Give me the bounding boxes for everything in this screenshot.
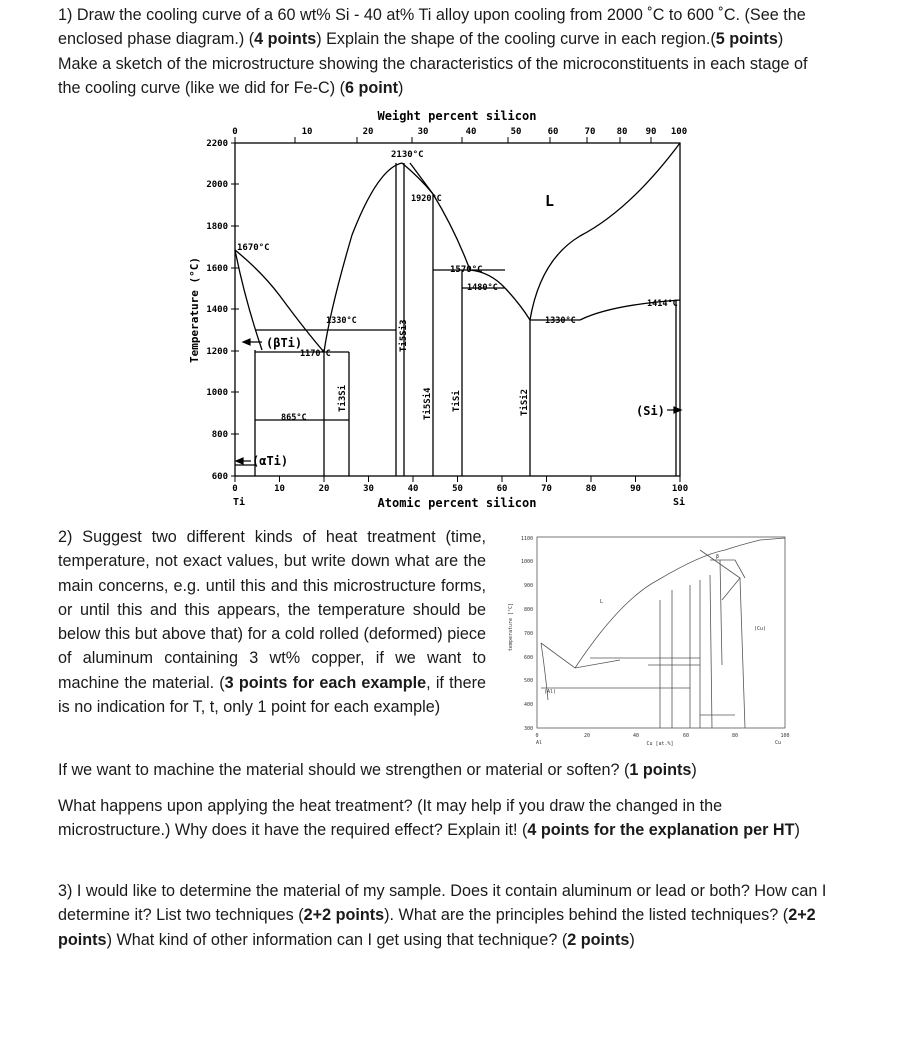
y-tick: 1600 — [206, 264, 228, 274]
bottom-tick: 50 — [452, 484, 463, 494]
label-alpha-ti: (αTi) — [252, 454, 289, 468]
x-tick-2: 100 — [780, 733, 790, 739]
question-2-soften-text: If we want to machine the material should we strengthen or material or soften? (1 points) — [58, 761, 697, 779]
bottom-tick: 100 — [671, 484, 689, 494]
label-1330-right: 1330°C — [545, 316, 576, 326]
label-beta-2: β — [716, 554, 720, 560]
y-axis-title-2: temperature [°C] — [508, 602, 514, 652]
top-tick: 70 — [584, 127, 596, 137]
y-tick-2: 1100 — [520, 536, 533, 542]
top-tick: 10 — [301, 127, 313, 137]
y-tick-2: 700 — [523, 631, 533, 637]
label-1414: 1414°C — [647, 299, 678, 309]
y-tick: 1200 — [206, 347, 228, 357]
question-3-text: 3) I would like to determine the material of my sample. Does it contain aluminum or lead or both? How can I determine it? List two techniques (2+2 points). What are the principles behind the listed techniques? (2+2 points) What kind of other information can I get using that technique? (2 points) — [58, 882, 827, 949]
y-tick: 800 — [211, 430, 228, 440]
label-1570: 1570°C — [450, 265, 483, 275]
y-tick: 1800 — [206, 222, 228, 232]
top-tick: 50 — [510, 127, 522, 137]
element-si: Si — [672, 497, 686, 508]
question-2-text: 2) Suggest two different kinds of heat treatment (time, temperature, not exact values, but write down what are the main concerns, e.g. until this and this microstructure forms, or until this and this appears, the temperature should be below this but above that) for a cold rolled (deformed) piece of aluminum containing 3 wt% copper, if we want to machine the material. (3 points for each example, if there is no indication for T, t, only 1 point for each example) — [58, 528, 486, 717]
top-tick: 40 — [465, 127, 477, 137]
x-tick-2: 80 — [731, 733, 739, 739]
question-1-text: 1) Draw the cooling curve of a 60 wt% Si - 40 at% Ti alloy upon cooling from 2000 ˚C to 600 ˚C. (See the enclosed phase diagram.) (4 points) Explain the shape of the cooling curve in each region.(5 points) Make a sketch of the microstructure showing the characteristics of the microconstituents in each stage of the cooling curve (like we did for Fe-C) (6 point) — [58, 6, 808, 97]
y-tick-2: 300 — [523, 726, 533, 732]
top-tick: 0 — [232, 127, 238, 137]
x-tick-2: 40 — [632, 733, 640, 739]
bottom-tick: 90 — [630, 484, 641, 494]
element-ti: Ti — [232, 497, 246, 508]
top-axis-title: Weight percent silicon — [377, 109, 537, 123]
diagram2-frame — [537, 537, 785, 728]
label-ti3si: Ti3Si — [338, 384, 348, 412]
y-tick-2: 500 — [523, 678, 533, 684]
tisi2-liquidus-right — [530, 143, 680, 320]
label-865: 865°C — [281, 413, 307, 423]
y-tick: 600 — [211, 472, 228, 482]
question-2-effect-text: What happens upon applying the heat treatment? (It may help if you draw the changed in the microstructure.) Why does it have the required effect? Explain it! (4 points for the explanation per HT) — [58, 797, 800, 840]
element-al: Al — [535, 740, 543, 746]
y-tick-2: 400 — [523, 702, 533, 708]
y-tick-2: 900 — [523, 583, 533, 589]
bottom-tick: 70 — [541, 484, 552, 494]
x-tick-2: 20 — [583, 733, 591, 739]
label-1170: 1170°C — [300, 349, 331, 359]
label-tisi: TiSi — [452, 390, 462, 412]
peritectic-1920 — [410, 163, 433, 194]
al-cu-phase-diagram — [502, 528, 802, 752]
label-2130: 2130°C — [391, 150, 424, 160]
top-tick: 80 — [616, 127, 628, 137]
ti-si-phase-diagram — [186, 104, 706, 514]
label-1670: 1670°C — [237, 243, 270, 253]
ti5si4-liquidus — [433, 194, 470, 270]
bottom-axis-title: Atomic percent silicon — [377, 496, 537, 510]
x-tick-2: 0 — [535, 733, 539, 739]
label-1330-left: 1330°C — [326, 316, 357, 326]
beta-solvus — [235, 250, 262, 350]
label-liquid: L — [545, 192, 555, 210]
bottom-tick: 0 — [232, 484, 238, 494]
y-axis-title: Temperature (°C) — [188, 257, 201, 363]
label-al-phase: (Al) — [544, 689, 557, 695]
label-tisi2: TiSi2 — [520, 388, 530, 416]
x-axis-title-2: Cu [at.%] — [646, 741, 674, 747]
label-ti5si4: Ti5Si4 — [423, 387, 433, 420]
ti5si3-liquidus-right — [402, 163, 433, 194]
bottom-tick: 60 — [496, 484, 508, 494]
x-tick-2: 60 — [682, 733, 690, 739]
bottom-tick: 20 — [318, 484, 330, 494]
bottom-tick: 10 — [274, 484, 285, 494]
bottom-tick: 30 — [363, 484, 374, 494]
y-tick: 1400 — [206, 305, 228, 315]
top-tick: 20 — [362, 127, 374, 137]
label-cu-phase: (Cu) — [754, 626, 767, 632]
y-tick: 1000 — [206, 388, 228, 398]
y-tick-2: 800 — [523, 607, 533, 613]
top-tick: 30 — [417, 127, 429, 137]
label-beta-ti: (βTi) — [266, 336, 303, 350]
label-si: (Si) — [636, 404, 665, 418]
tisi2-liquidus-left — [505, 288, 530, 320]
y-tick: 2000 — [206, 180, 228, 190]
top-tick: 100 — [670, 127, 688, 137]
bottom-tick: 80 — [585, 484, 597, 494]
label-liquid-2: L — [600, 599, 604, 605]
element-cu: Cu — [774, 740, 782, 746]
y-tick-2: 1000 — [520, 559, 533, 565]
label-1480: 1480°C — [467, 283, 498, 293]
y-tick-2: 600 — [523, 655, 533, 661]
y-tick: 2200 — [206, 139, 228, 149]
top-tick: 90 — [645, 127, 657, 137]
top-tick: 60 — [547, 127, 559, 137]
bottom-tick: 40 — [407, 484, 419, 494]
label-1920: 1920°C — [411, 194, 442, 204]
label-ti5si3: Ti5Si3 — [399, 319, 409, 352]
